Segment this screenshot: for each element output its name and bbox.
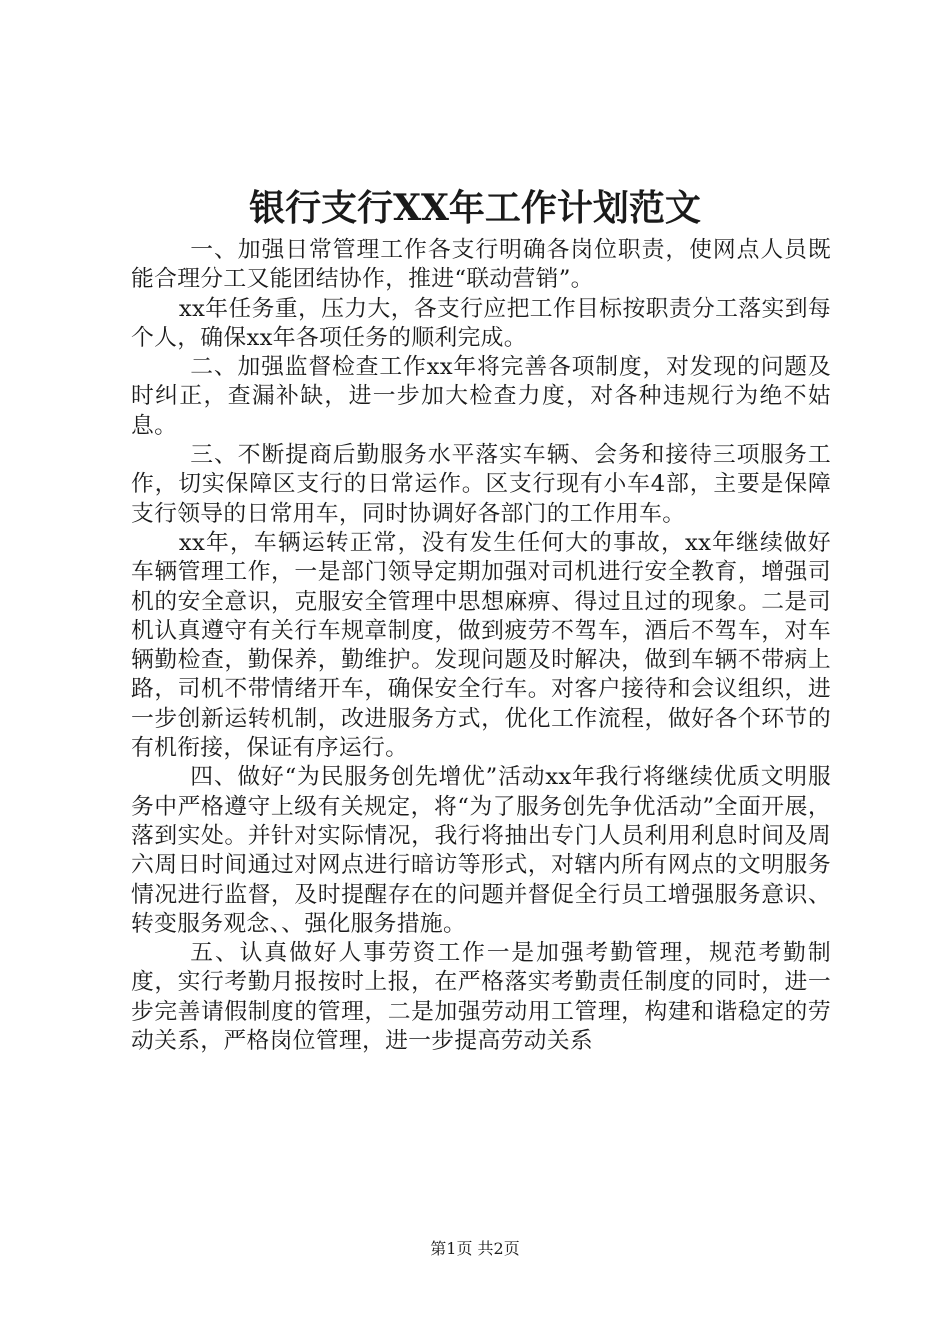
document-title: 银行支行XX年工作计划范文 bbox=[249, 187, 701, 229]
paragraph-2: xx年任务重，压力大，各支行应把工作目标按职责分工落实到每个人，确保xx年各项任务的顺利完成。 bbox=[131, 295, 831, 351]
paragraph-1: 一、加强日常管理工作各支行明确各岗位职责，使网点人员既能合理分工又能团结协作，推进“联动营销”。 bbox=[131, 237, 831, 293]
paragraph-3: 二、加强监督检查工作xx年将完善各项制度，对发现的问题及时纠正，查漏补缺，进一步加大检查力度，对各种违规行为绝不姑息。 bbox=[131, 354, 831, 439]
paragraph-6: 四、做好“为民服务创先增优”活动xx年我行将继续优质文明服务中严格遵守上级有关规定，将“为了服务创先争优活动”全面开展，落到实处。并针对实际情况，我行将抽出专门人员利用利息时间及周六周日时间通过对网点进行暗访等形式，对辖内所有网点的文明服务情况进行监督，及时提醒存在的问题并督促全行员工增强服务意识、转变服务观念、、强化服务措施。 bbox=[131, 764, 831, 937]
paragraph-5: xx年，车辆运转正常，没有发生任何大的事故，xx年继续做好车辆管理工作，一是部门领导定期加强对司机进行安全教育，增强司机的安全意识，克服安全管理中思想麻痹、得过且过的现象。二是司机认真遵守有关行车规章制度，做到疲劳不驾车，酒后不驾车，对车辆勤检查，勤保养，勤维护。发现问题及时解决，做到车辆不带病上路，司机不带情绪开车，确保安全行车。对客户接待和会议组织，进一步创新运转机制，改进服务方式，优化工作流程，做好各个环节的有机衔接，保证有序运行。 bbox=[131, 529, 831, 762]
paragraph-7: 五、认真做好人事劳资工作一是加强考勤管理，规范考勤制度，实行考勤月报按时上报，在严格落实考勤责任制度的同时，进一步完善请假制度的管理，二是加强劳动用工管理，构建和谐稳定的劳动关系，严格岗位管理，进一步提高劳动关系 bbox=[131, 940, 831, 1055]
document-body bbox=[131, 236, 831, 1056]
paragraph-4: 三、不断提商后勤服务水平落实车辆、会务和接待三项服务工作，切实保障区支行的日常运作。区支行现有小车4部，主要是保障支行领导的日常用车，同时协调好各部门的工作用车。 bbox=[131, 442, 831, 527]
page-number-footer: 第1页 共2页 bbox=[430, 1239, 520, 1258]
